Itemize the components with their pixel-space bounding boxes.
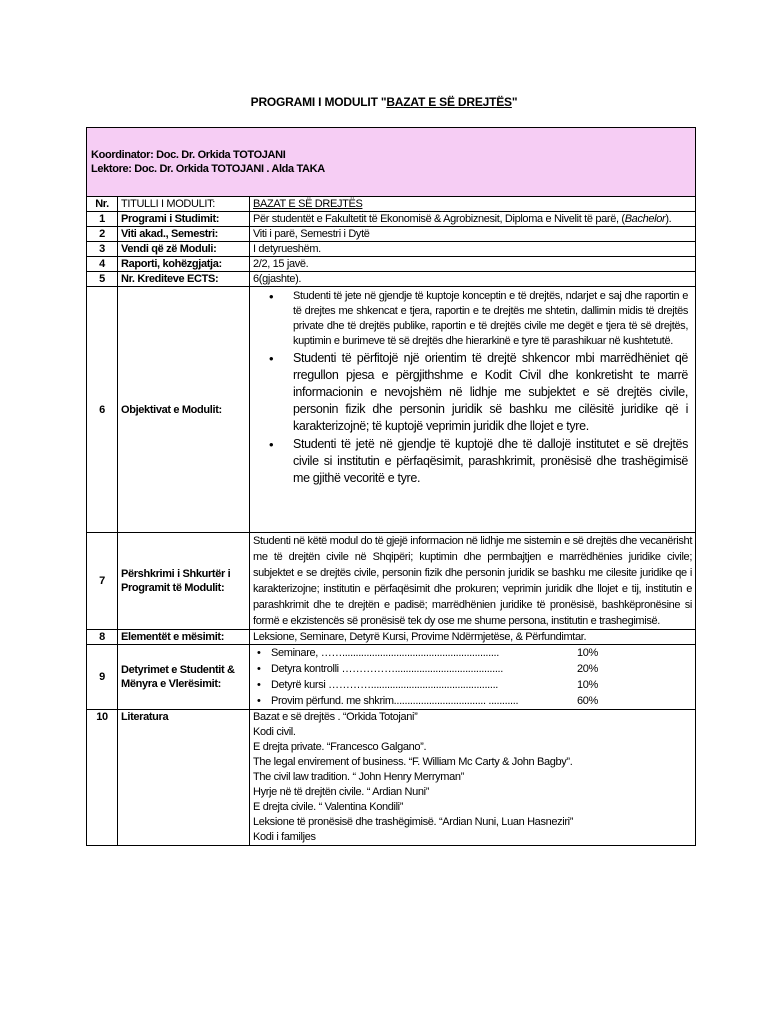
table-row [87, 242, 696, 257]
coordinator-cell [87, 128, 696, 197]
table-header-row [87, 197, 696, 212]
evaluation-cell [250, 645, 696, 710]
evaluation-item-percent: 10% [577, 679, 598, 691]
row-label: Vendi që zë Moduli: [118, 242, 250, 257]
literature-item: Kodi civil. [253, 726, 296, 738]
title-module-name: BAZAT E SË DREJTËS [386, 95, 512, 109]
literature-item: Bazat e së drejtës . “Orkida Totojani” [253, 711, 418, 723]
evaluation-item-name: Seminare, …….......................................................... [271, 647, 499, 659]
coordinator-row [87, 128, 696, 197]
literature-item: Hyrje në të drejtën civile. “ Ardian Nuni” [253, 786, 430, 798]
literature-row [87, 710, 696, 846]
row-nr: 5 [87, 272, 118, 287]
table-row [87, 272, 696, 287]
row-nr: 8 [87, 630, 118, 645]
row-label: Objektivat e Modulit: [118, 287, 250, 533]
objective-item: • Studenti të jete në gjendje të kuptoje konceptin e të drejtës, ndarjet e saj dhe raportin e të drejtes me shkencat e tjera, raportin e te drejtës me shtetin, dallimin midis të drejtës private dhe të drejtës publike, raportin e të drejtës civile me degët e tjera të së drejtës, kuptimin e burimeve të së drejtës dhe hierarkinë e tyre të parashikuar në kushtetutë. [293, 289, 688, 349]
row-nr: 6 [87, 287, 118, 533]
row-nr: 1 [87, 212, 118, 227]
row-value: 2/2, 15 javë. [250, 257, 696, 272]
row-nr: 4 [87, 257, 118, 272]
lecturer-line: Lektore: Doc. Dr. Orkida TOTOJANI . Alda TAKA [91, 163, 325, 175]
row-value [250, 212, 696, 227]
row-value: Viti i parë, Semestri i Dytë [250, 227, 696, 242]
row-label: Programi i Studimit: [118, 212, 250, 227]
description-text: Studenti në këtë modul do të gjejë informacion në lidhje me sistemin e së drejtës dhe vecanërisht me të drejtën civile në Shqipëri; kuptimin dhe permbajtjen e marrëdhënies juridike civile; subjektet e se drejtës civile, personin fizik dhe personin juridik se bashku me cilesite juridike qe i karakterizojne; institutin e përfaqësimit dhe prokuren; veprimin juridik dhe llojet e tij, institutin e parashkrimit dhe te drejtën e padisë; marrëdhënien juridike të pronësisë, bashkëpronësine si formë e ekzistencës së pronësisë tek dy ose me shume persona, institutin e trashegimisë. [250, 533, 696, 630]
objective-item: • Studenti të përfitojë një orientim të drejtë shkencor mbi marrëdhëniet që rregullon pjesa e përgjithshme e Kodit Civil dhe konkretisht te marrë informacionin e nevojshëm në lidhje me subjektet e së drejtës civile, personin fizik dhe personin juridik së bashku me cilësitë juridike që i karakterizojnë; të kuptojë veprimin juridik dhe llojet e tyre. [293, 350, 688, 435]
objectives-row [87, 287, 696, 533]
table-row [87, 212, 696, 227]
row-label: Nr. Krediteve ECTS: [118, 272, 250, 287]
evaluation-item-percent: 10% [577, 647, 598, 659]
row-label: Detyrimet e Studentit & Mënyra e Vlerësimit: [118, 645, 250, 710]
evaluation-item [271, 645, 692, 661]
evaluation-row [87, 645, 696, 710]
row-label: Viti akad., Semestri: [118, 227, 250, 242]
table-row [87, 227, 696, 242]
evaluation-item-name: Provim përfund. me shkrim.................................. ........... [271, 695, 519, 707]
literature-item: E drejta civile. “ Valentina Kondili” [253, 801, 404, 813]
module-program-table [86, 127, 696, 846]
objective-item: • Studenti të jetë në gjendje të kuptojë dhe të dallojë institutet e së drejtës civile si institutin e përfaqësimit, parashkrimit, pronësisë dhe trashëgimisë me gjithë vecoritë e tyre. [293, 436, 688, 487]
objectives-cell [250, 287, 696, 533]
header-label: TITULLI I MODULIT: [118, 197, 250, 212]
objectives-list [253, 287, 692, 487]
literature-cell [250, 710, 696, 846]
evaluation-item [271, 693, 692, 709]
teaching-row [87, 630, 696, 645]
row-label: Elementët e mësimit: [118, 630, 250, 645]
table-row [87, 257, 696, 272]
row-label: Literatura [118, 710, 250, 846]
study-program-text: Për studentët e Fakultetit të Ekonomisë & Agrobiznesit, Diploma e Nivelit të parë, ( [253, 213, 625, 225]
title-prefix: PROGRAMI I MODULIT " [250, 95, 387, 109]
literature-item: E drejta private. “Francesco Galgano”. [253, 741, 427, 753]
row-nr: 7 [87, 533, 118, 630]
evaluation-item-percent: 20% [577, 663, 598, 675]
row-nr: 10 [87, 710, 118, 846]
evaluation-item [271, 661, 692, 677]
row-value: 6(gjashte). [250, 272, 696, 287]
page-title [0, 95, 768, 109]
row-label: Raporti, kohëzgjatja: [118, 257, 250, 272]
study-program-end: ). [665, 213, 672, 225]
evaluation-item [271, 677, 692, 693]
row-label: Përshkrimi i Shkurtër i Programit të Modulit: [118, 533, 250, 630]
evaluation-item-percent: 60% [577, 695, 598, 707]
literature-item: The legal envirement of business. “F. William Mc Carty & John Bagby”. [253, 756, 573, 768]
row-value: I detyrueshëm. [250, 242, 696, 257]
literature-item: Kodi i familjes [253, 831, 316, 843]
description-row [87, 533, 696, 630]
row-nr: 9 [87, 645, 118, 710]
header-nr: Nr. [87, 197, 118, 212]
literature-item: The civil law tradition. “ John Henry Merryman” [253, 771, 464, 783]
header-module-title: BAZAT E SË DREJTËS [250, 197, 696, 212]
study-program-level: Bachelor [624, 213, 666, 225]
coordinator-line: Koordinator: Doc. Dr. Orkida TOTOJANI [91, 149, 286, 161]
evaluation-item-name: Detyrë kursi …………............................................... [271, 679, 498, 691]
evaluation-item-name: Detyra kontrolli ……………........................................ [271, 663, 503, 675]
evaluation-list [253, 645, 692, 709]
literature-item: Leksione të pronësisë dhe trashëgimisë. “Ardian Nuni, Luan Hasneziri” [253, 816, 574, 828]
row-nr: 3 [87, 242, 118, 257]
row-value: Leksione, Seminare, Detyrë Kursi, Provime Ndërmjetëse, & Përfundimtar. [250, 630, 696, 645]
row-nr: 2 [87, 227, 118, 242]
title-suffix: " [511, 95, 518, 109]
